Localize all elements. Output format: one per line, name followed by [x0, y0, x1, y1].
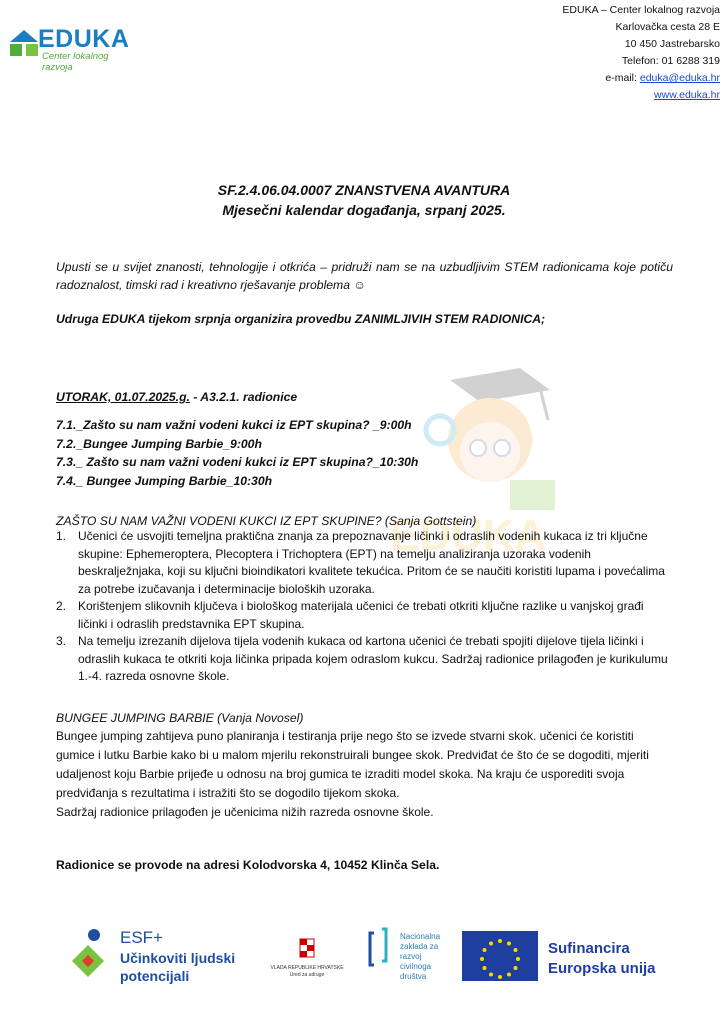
contact-email-line — [460, 70, 720, 87]
session-item: 7.3._ Zašto su nam važni vodeni kukci iz EPT skupina?_10:30h — [56, 455, 419, 469]
bungee-body — [56, 727, 673, 822]
ept-item-number: 1. — [56, 529, 67, 543]
day-heading — [56, 388, 673, 406]
esf-title: ESF+ — [120, 928, 163, 947]
ept-item-text: Učenici će usvojiti temeljna praktična znanja za prepoznavanje ličinki i odraslih vodenih kukaca iz tri ključne skupine: Ephemeroptera, Plecoptera i Trichoptera (EPT) na temelju analiziranja uzoraka vodenih beskralježnjaka, koji su ključni bioindikatori kvalitete tekućica. Pritom će se naučiti koristiti lupama i povećalima za potrebe izučavanja i determinacije bioloških uzoraka. — [78, 529, 665, 596]
organizer-line: Udruga EDUKA tijekom srpnja organizira provedbu ZANIMLJIVIH STEM RADIONICA; — [56, 312, 546, 326]
funding-logos — [52, 925, 692, 990]
eu-line-2: Europska unija — [548, 960, 656, 977]
esf-line-2: potencijali — [120, 968, 190, 984]
contact-city: 10 450 Jastrebarsko — [624, 38, 720, 50]
esf-line-1: Učinkoviti ljudski — [120, 950, 236, 966]
eu-logo — [462, 931, 656, 981]
eu-flag-icon — [462, 931, 538, 981]
gov-line-2: Ured za udruge — [289, 972, 325, 978]
croatian-government-logo — [270, 939, 344, 978]
logo-tagline: Center lokalnog razvoja — [42, 51, 109, 73]
nz-line-1: Nacionalna — [400, 932, 441, 941]
nacionalna-zaklada-logo — [370, 929, 441, 981]
ept-item-number: 3. — [56, 634, 67, 648]
gov-line-1: VLADA REPUBLIKE HRVATSKE — [270, 965, 344, 971]
contact-phone: Telefon: 01 6288 319 — [621, 55, 720, 67]
eduka-logo-icon — [8, 28, 40, 58]
bungee-body-note: Sadržaj radionice prilagođen je učenicima nižih razreda osnovne škole. — [56, 805, 434, 819]
contact-web-line — [460, 87, 720, 104]
bungee-body-text: Bungee jumping zahtijeva puno planiranja i testiranja prije nego što se izvede stvarni skok. učenici će koristiti gumice i lutku Barbie kako bi u malom mjerilu rekonstruirali bungee skok. Predviđat će što će se dogoditi, mjeriti udaljenost koju Barbie prijeđe u odnosu na broj gumica te izraditi model skoka. Na kraju će usporediti svoja predviđanja s rezultatima i istražiti što se dogodilo tijekom skoka. — [56, 729, 649, 800]
ept-list-item — [56, 633, 676, 686]
nz-line-3: razvoj — [400, 952, 422, 961]
session-item: 7.4._ Bungee Jumping Barbie_10:30h — [56, 473, 273, 488]
nz-line-5: društva — [400, 972, 427, 981]
bungee-heading: BUNGEE JUMPING BARBIE (Vanja Novosel) — [56, 711, 304, 725]
eduka-logo — [8, 25, 138, 73]
contact-email-link[interactable]: eduka@eduka.hr — [639, 72, 720, 84]
session-list — [56, 416, 673, 490]
svg-text:EDUKA: EDUKA — [390, 511, 547, 560]
ept-list-item — [56, 528, 676, 598]
ept-item-number: 2. — [56, 599, 67, 613]
ept-heading: ZAŠTO SU NAM VAŽNI VODENI KUKCI IZ EPT SKUPINE? (Sanja Gottstein) — [56, 514, 477, 528]
ept-list-item — [56, 598, 676, 633]
esf-logo — [72, 928, 235, 984]
logo-wordmark: EDUKA — [38, 25, 130, 53]
day-suffix: - A3.2.1. radionice — [189, 390, 298, 404]
nz-line-2: zaklada za — [400, 942, 439, 951]
ept-item-text: Na temelju izrezanih dijelova tijela vodenih kukaca od kartona učenici će trebati spojiti dijelove tijela ličinki i odraslih kukaca te otkriti koja ličinka pripada kojem odraslom kukcu. Sadržaj radionice prilagođen je kurikulumu 1.-4. razreda osnovne škole. — [78, 634, 668, 683]
contact-street: Karlovačka cesta 28 E — [615, 21, 720, 33]
day-date: UTORAK, 01.07.2025.g. — [56, 390, 190, 404]
ept-item-text: Korištenjem slikovnih ključeva i biološkog materijala učenici će trebati otkriti ključne razlike u vanjskoj građi ličinki i odraslih predstavnika EPT skupina. — [78, 599, 644, 631]
session-item: 7.1._Zašto su nam važni vodeni kukci iz EPT skupina? _9:00h — [56, 418, 412, 432]
contact-email-label: e-mail: — [605, 72, 640, 84]
contact-org: EDUKA – Center lokalnog razvoja — [562, 4, 720, 16]
title-line-1: SF.2.4.06.04.0007 ZNANSTVENA AVANTURA — [217, 182, 511, 198]
intro-paragraph: Upusti se u svijet znanosti, tehnologije i otkrića – pridruži nam se na uzbudljivim STEM radionicama koje potiču radoznalost, timski rad i kreativno rješavanje problema ☺ — [56, 260, 673, 292]
session-item: 7.2._Bungee Jumping Barbie_9:00h — [56, 436, 262, 451]
address-line: Radionice se provode na adresi Kolodvorska 4, 10452 Klinča Sela. — [56, 858, 440, 872]
contact-web-link[interactable]: www.eduka.hr — [654, 89, 720, 101]
contact-block — [460, 2, 720, 104]
document-title — [0, 180, 728, 220]
nz-line-4: civilnoga — [400, 962, 432, 971]
title-line-2: Mjesečni kalendar događanja, srpanj 2025. — [222, 202, 506, 218]
ept-list — [56, 528, 676, 686]
eu-line-1: Sufinancira — [548, 940, 630, 957]
